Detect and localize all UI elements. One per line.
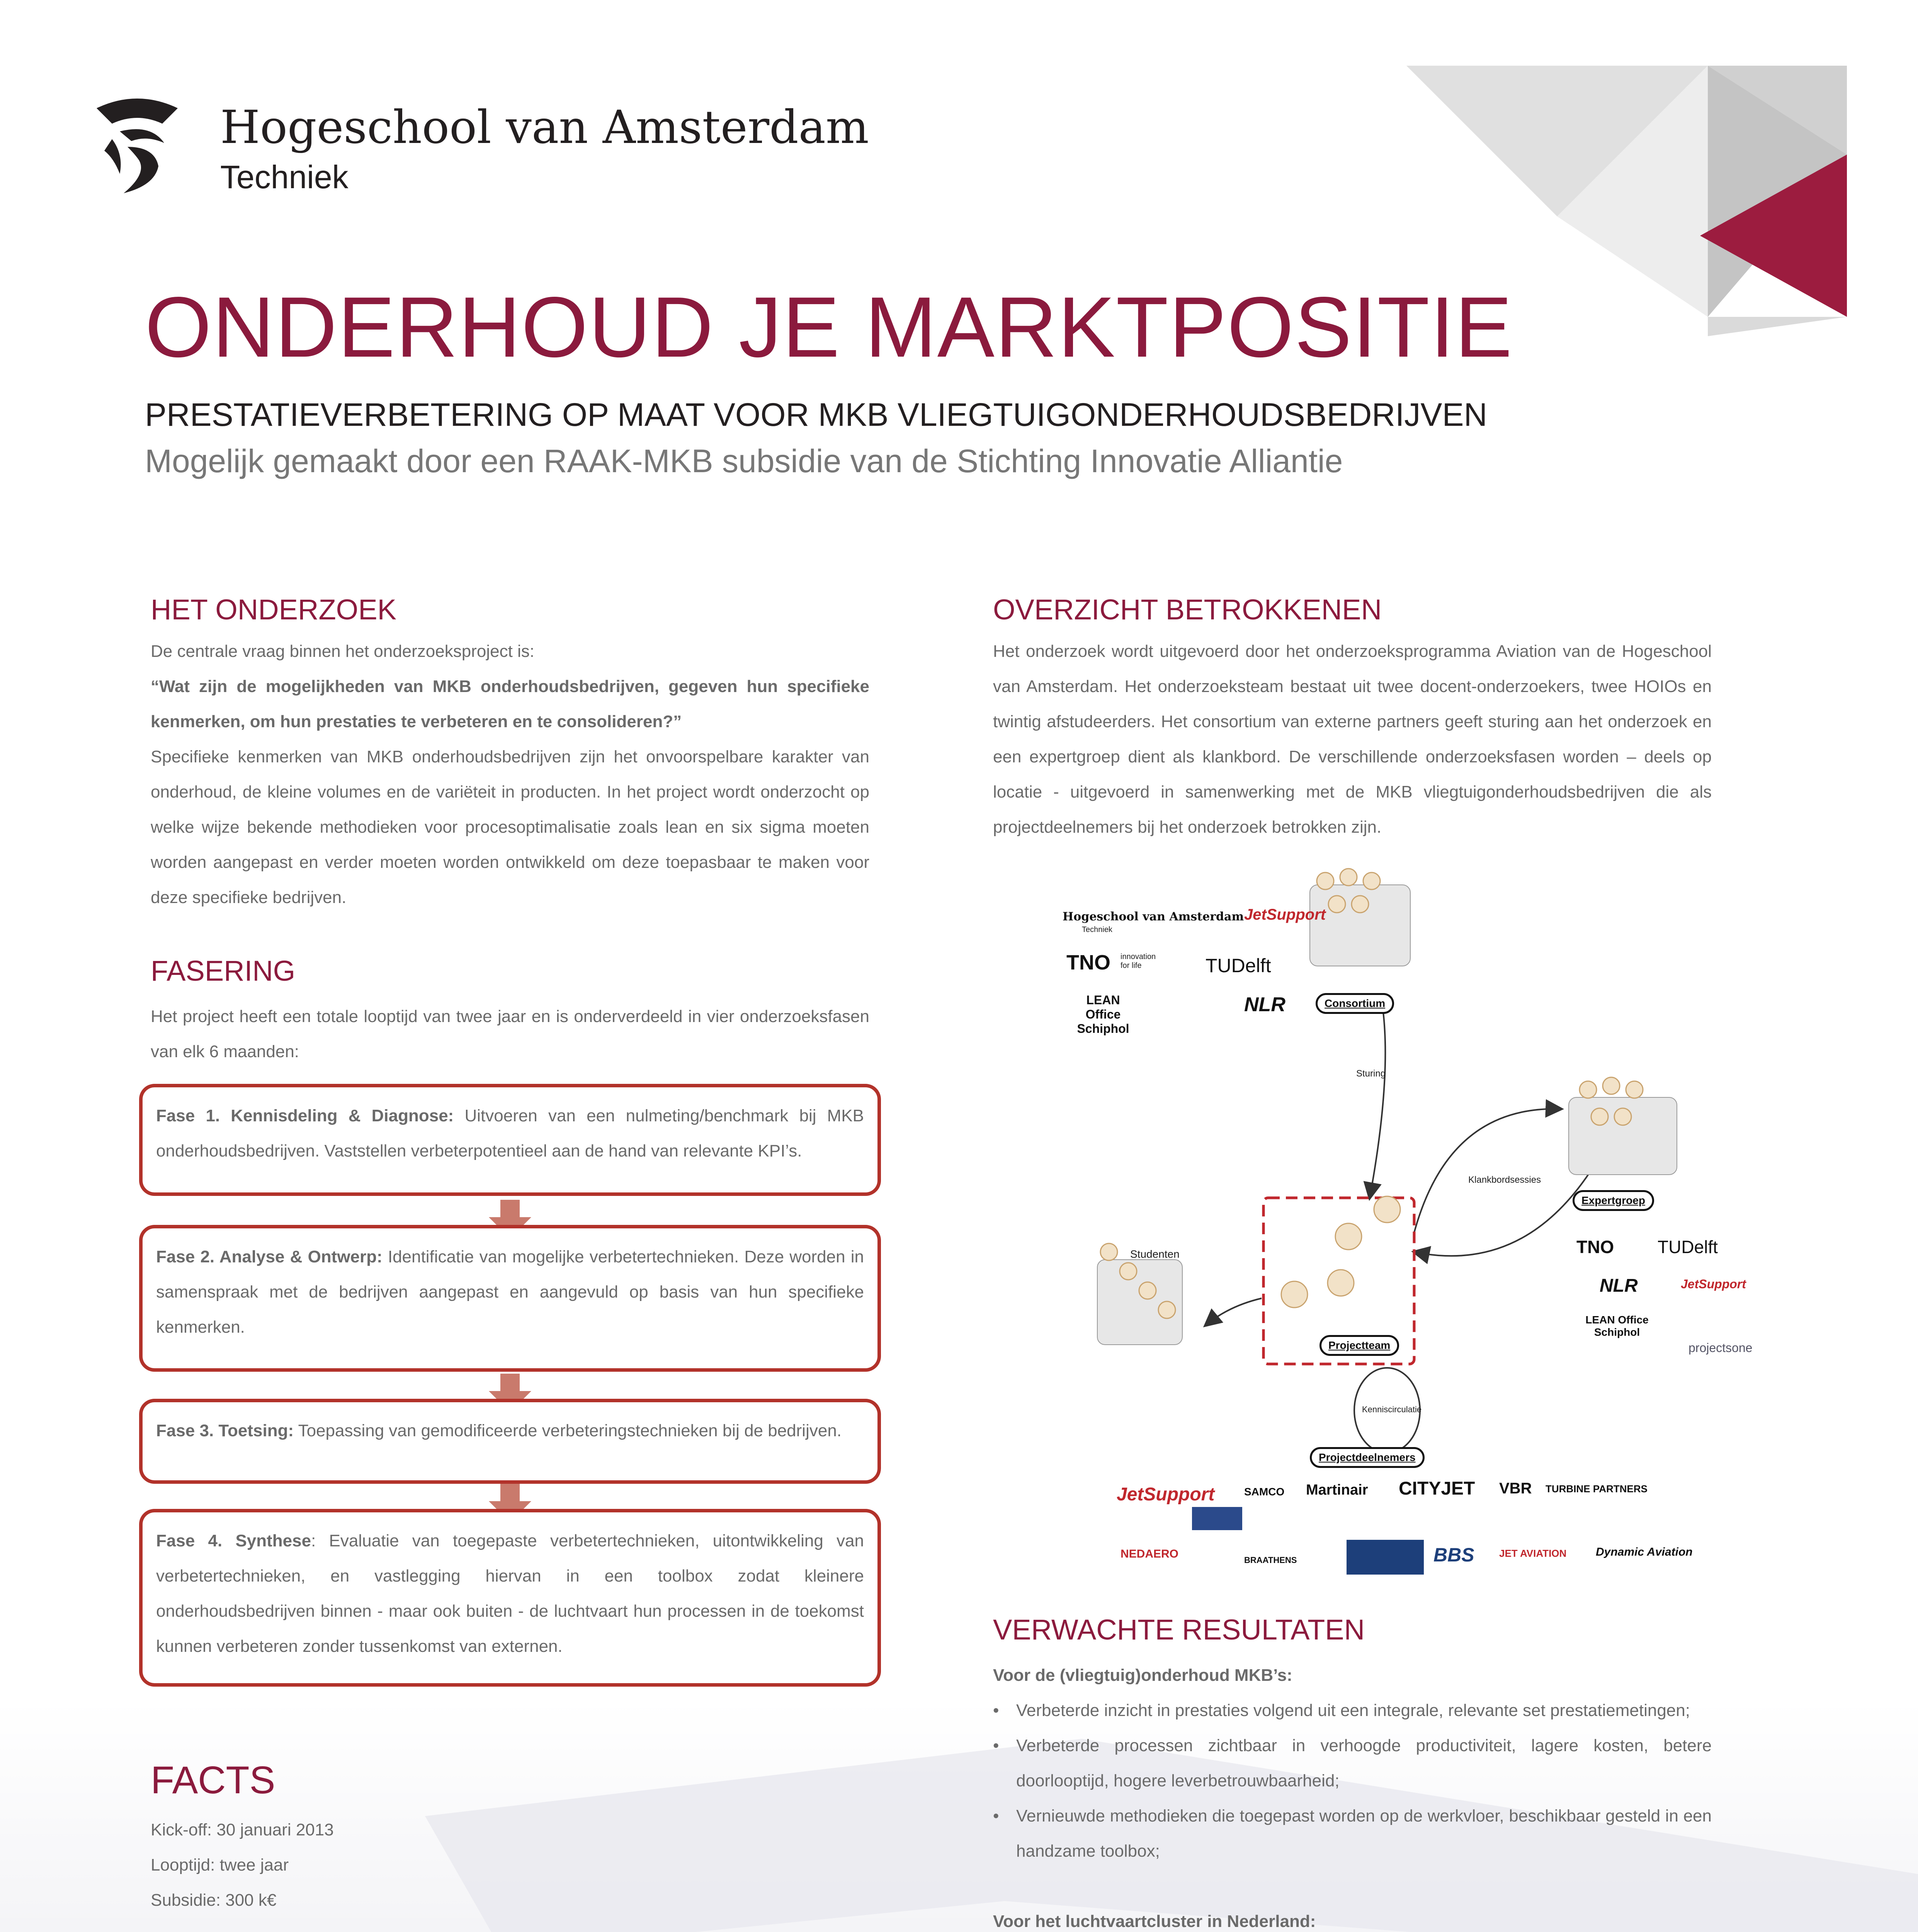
phase-text: : Evaluatie van toegepaste verbetertechnieken, uitontwikkeling van verbetertechnieken, en vastlegging hiervan in een toolbox zodat kleinere onderhoudsbedrijven binnen - maar ook buiten - de luchtvaart hun processen in de toekomst kunnen verbeteren zonder tussenkomst van externen. (156, 1531, 864, 1656)
facts-kickoff: Kick-off: 30 januari 2013 (151, 1820, 334, 1839)
phase-label: Fase 2. Analyse & Ontwerp: (156, 1247, 383, 1266)
phase-box-3 (139, 1399, 881, 1484)
phase-box-1 (139, 1084, 881, 1196)
list-item: • Verbeterde inzicht in prestaties volgend uit een integrale, relevante set prestatiemetingen; (993, 1693, 1712, 1728)
page-subline: Mogelijk gemaakt door een RAAK-MKB subsidie van de Stichting Innovatie Alliantie (145, 443, 1343, 479)
section-heading-resultaten: VERWACHTE RESULTATEN (993, 1614, 1365, 1646)
page-title: ONDERHOUD JE MARKTPOSITIE (145, 279, 1513, 375)
label-sturing: Sturing (1356, 1068, 1386, 1079)
onderzoek-intro: De centrale vraag binnen het onderzoeksproject is: (151, 642, 535, 661)
label-studenten: Studenten (1130, 1248, 1180, 1260)
onderzoek-question: “Wat zijn de mogelijkheden van MKB onderhoudsbedrijven, gegeven hun specifieke kenmerken, om hun prestaties te verbeteren en te consolideren?” (151, 677, 869, 731)
logo-lean-office: LEAN Office Schiphol (1077, 993, 1129, 1036)
betrokkenen-body: Het onderzoek wordt uitgevoerd door het onderzoeksprogramma Aviation van de Hogeschool van Amsterdam. Het onderzoeksteam bestaat uit twee docent-onderzoekers, twee HOIOs en twintig afstudeerders. Het consortium van externe partners geeft sturing aan het onderzoek en een expertgroep dient als klankbord. De verschillende onderzoeksfasen worden – deels op locatie - uitgevoerd in samenwerking met de MKB vliegtuigonderhoudsbedrijven die als projectdeelnemers bij het onderzoek betrokken zijn. (993, 642, 1712, 837)
box-consortium: Consortium (1316, 993, 1394, 1014)
logo-tno-sub: innovation for life (1121, 952, 1156, 970)
resultaten-list-1 (993, 1693, 1712, 1869)
resultaten-group-title-2: Voor het luchtvaartcluster in Nederland: (993, 1912, 1316, 1931)
section-heading-betrokkenen: OVERZICHT BETROKKENEN (993, 594, 1382, 626)
logo-tudelft-2: TUDelft (1658, 1237, 1718, 1257)
logo-projectsone: projectsone (1688, 1341, 1753, 1355)
org-name: Hogeschool van Amsterdam (220, 100, 869, 154)
list-item: • Vernieuwde methodieken die toegepast worden op de werkvloer, beschikbaar gesteld in een handzame toolbox; (993, 1798, 1712, 1869)
phase-label: Fase 3. Toetsing: (156, 1421, 294, 1440)
phase-label: Fase 1. Kennisdeling & Diagnose: (156, 1106, 454, 1125)
hva-logo (97, 93, 869, 201)
logo-hva: Hogeschool van Amsterdam (1063, 910, 1244, 923)
facts-subsidie: Subsidie: 300 k€ (151, 1891, 277, 1910)
phase-text: Identificatie van mogelijke verbetertechnieken. Deze worden in samenspraak met de bedrijven aangepast en aangevuld op basis van hun specifieke kenmerken. (156, 1247, 864, 1337)
logo-tno: TNO (1066, 951, 1110, 974)
logo-jetsupport-3: JetSupport (1117, 1484, 1215, 1505)
logo-samco: SAMCO (1244, 1486, 1285, 1498)
hva-emblem-icon (97, 97, 178, 193)
logo-nlr: NLR (1244, 993, 1285, 1016)
logo-dynamic-aviation: Dynamic Aviation (1596, 1546, 1693, 1558)
logo-turbine-partners: TURBINE PARTNERS (1546, 1483, 1648, 1495)
page-subtitle: PRESTATIEVERBETERING OP MAAT VOOR MKB VLIEGTUIGONDERHOUDSBEDRIJVEN (145, 396, 1488, 433)
logo-bbs: BBS (1433, 1544, 1474, 1566)
section-facts (151, 1812, 869, 1932)
resultaten-group-title-1: Voor de (vliegtuig)onderhoud MKB’s: (993, 1666, 1292, 1685)
section-heading-onderzoek: HET ONDERZOEK (151, 594, 396, 626)
diagram-connectors (1043, 866, 1797, 1580)
logo-martinair: Martinair (1306, 1482, 1368, 1498)
box-expertgroep: Expertgroep (1573, 1190, 1654, 1211)
onderzoek-body: Specifieke kenmerken van MKB onderhoudsbedrijven zijn het onvoorspelbare karakter van onderhoud, de kleine volumes en de variëteit in producten. In het project wordt onderzocht op welke wijze bekende methodieken voor procesoptimalisatie zoals lean en six sigma moeten worden aangepast en verder moeten worden ontwikkeld om deze toepasbaar te maken voor deze specifieke bedrijven. (151, 747, 869, 907)
section-heading-facts: FACTS (151, 1759, 275, 1802)
section-onderzoek (151, 634, 869, 915)
logo-cityjet: CITYJET (1399, 1478, 1475, 1499)
phase-box-2 (139, 1225, 881, 1372)
section-heading-fasering: FASERING (151, 955, 296, 987)
logo-nlr-2: NLR (1600, 1276, 1638, 1296)
logo-hva-sub: Techniek (1082, 925, 1112, 934)
logo-braathens: BRAATHENS (1244, 1555, 1297, 1565)
label-klankbord: Klankbordsessies (1468, 1175, 1541, 1185)
list-item: • Verbeterde processen zichtbaar in verhoogde productiviteit, lagere kosten, betere doorlooptijd, hogere leverbetrouwbaarheid; (993, 1728, 1712, 1798)
fasering-intro: Het project heeft een totale looptijd van twee jaar en is onderverdeeld in vier onderzoeksfasen van elk 6 maanden: (151, 1007, 869, 1061)
logo-lean-office-2: LEAN Office Schiphol (1585, 1314, 1649, 1338)
logo-jet-aviation: JET AVIATION (1499, 1548, 1567, 1559)
logo-nedaero: NEDAERO (1121, 1548, 1179, 1560)
org-subtitle: Techniek (220, 159, 349, 195)
facts-looptijd: Looptijd: twee jaar (151, 1855, 289, 1874)
section-resultaten (993, 1658, 1712, 1932)
logo-jetsupport-2: JetSupport (1681, 1277, 1746, 1291)
logo-tno-2: TNO (1576, 1237, 1614, 1257)
phase-label: Fase 4. Synthese (156, 1531, 311, 1550)
box-projectteam: Projectteam (1319, 1335, 1399, 1356)
phase-text: Uitvoeren van een nulmeting/benchmark bij MKB onderhoudsbedrijven. Vaststellen verbeterpotentieel aan de hand van relevante KPI’s. (156, 1106, 864, 1160)
logo-jetsupport: JetSupport (1244, 906, 1326, 923)
logo-tudelft: TUDelft (1206, 955, 1271, 976)
box-projectdeelnemers: Projectdeelnemers (1310, 1447, 1425, 1468)
label-kenniscirculatie: Kenniscirculatie (1362, 1405, 1422, 1414)
organisation-diagram (1043, 866, 1797, 1580)
phase-box-4 (139, 1509, 881, 1687)
phase-text: Toepassing van gemodificeerde verbeteringstechnieken bij de bedrijven. (294, 1421, 842, 1440)
logo-vbr: VBR (1499, 1480, 1532, 1497)
